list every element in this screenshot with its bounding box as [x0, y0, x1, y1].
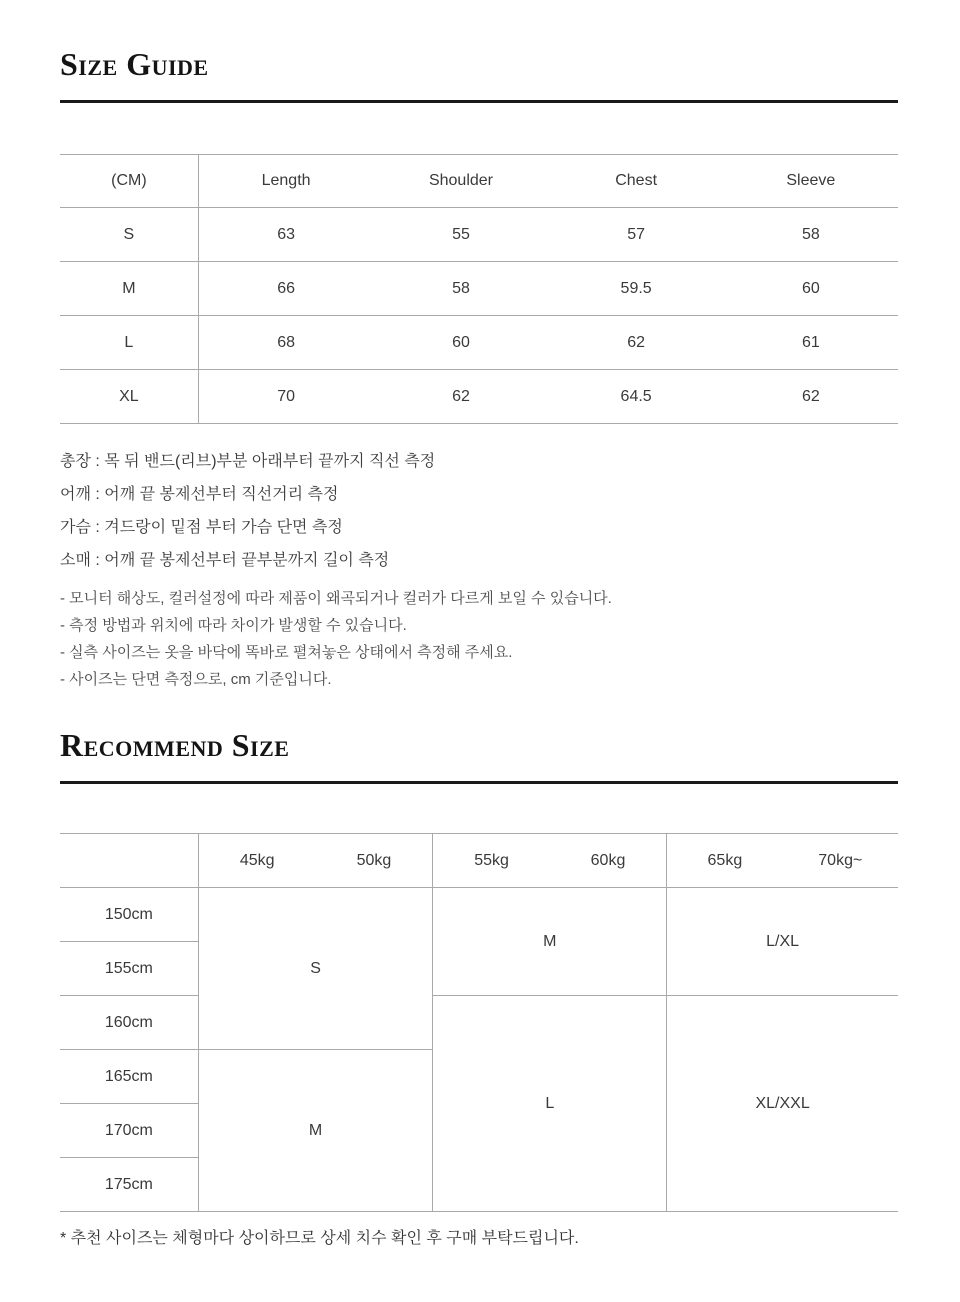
- size-label-cell: S: [60, 208, 198, 262]
- weight-label: 50kg: [356, 851, 392, 869]
- empty-corner-cell: [60, 834, 198, 888]
- column-header-length: Length: [198, 155, 373, 208]
- recommend-size-title: Recommend Size: [60, 727, 290, 763]
- value-cell: 60: [373, 316, 548, 370]
- note-line: - 사이즈는 단면 측정으로, cm 기준입니다.: [60, 671, 332, 688]
- value-cell: 64.5: [549, 370, 724, 424]
- weight-pair: [667, 852, 898, 870]
- height-row-160: [60, 996, 898, 1050]
- table-row: [60, 370, 898, 424]
- recommended-size-cell: XL/XXL: [667, 996, 898, 1212]
- value-cell: 58: [724, 208, 898, 262]
- recommend-header-row: [60, 834, 898, 888]
- recommended-size-cell: M: [198, 1050, 433, 1212]
- weight-label: 60kg: [590, 851, 626, 869]
- value-cell: 58: [373, 262, 548, 316]
- measurement-guide: [60, 445, 898, 577]
- value-cell: 63: [198, 208, 373, 262]
- height-label: 165cm: [60, 1050, 198, 1104]
- weight-label: 65kg: [707, 851, 743, 869]
- measure-line-chest: 가슴 : 겨드랑이 밑점 부터 가슴 단면 측정: [60, 519, 343, 536]
- size-label-cell: L: [60, 316, 198, 370]
- weight-header-55-60: [433, 834, 667, 888]
- column-header-chest: Chest: [549, 155, 724, 208]
- recommended-size-cell: S: [198, 888, 433, 1050]
- height-label: 175cm: [60, 1158, 198, 1212]
- size-label-cell: XL: [60, 370, 198, 424]
- recommended-size-cell: M: [433, 888, 667, 996]
- value-cell: 66: [198, 262, 373, 316]
- size-notes: [60, 585, 898, 693]
- value-cell: 62: [373, 370, 548, 424]
- note-line: - 측정 방법과 위치에 따라 차이가 발생할 수 있습니다.: [60, 617, 407, 634]
- table-row: [60, 316, 898, 370]
- unit-header-cell: (CM): [60, 155, 198, 208]
- recommend-size-divider: [60, 781, 898, 784]
- column-header-shoulder: Shoulder: [373, 155, 548, 208]
- weight-pair: [433, 852, 666, 870]
- note-line: - 모니터 해상도, 컬러설정에 따라 제품이 왜곡되거나 컬러가 다르게 보일 수 있습니다.: [60, 590, 612, 607]
- size-chart-header-row: [60, 155, 898, 208]
- weight-label: 70kg~: [818, 851, 863, 869]
- weight-header-65-70: [667, 834, 898, 888]
- size-guide-divider: [60, 100, 898, 103]
- recommended-size-cell: L: [433, 996, 667, 1212]
- recommended-size-cell: L/XL: [667, 888, 898, 996]
- weight-pair: [199, 852, 433, 870]
- weight-header-45-50: [198, 834, 433, 888]
- value-cell: 62: [724, 370, 898, 424]
- recommend-footnote: * 추천 사이즈는 체형마다 상이하므로 상세 치수 확인 후 구매 부탁드립니다.: [60, 1230, 579, 1247]
- recommend-size-table: [60, 833, 898, 1212]
- table-row: [60, 208, 898, 262]
- measure-line-chongjang: 총장 : 목 뒤 밴드(리브)부분 아래부터 끝까지 직선 측정: [60, 453, 436, 470]
- height-label: 170cm: [60, 1104, 198, 1158]
- measure-line-shoulder: 어깨 : 어깨 끝 봉제선부터 직선거리 측정: [60, 486, 339, 503]
- value-cell: 68: [198, 316, 373, 370]
- value-cell: 59.5: [549, 262, 724, 316]
- note-line: - 실측 사이즈는 옷을 바닥에 똑바로 펼쳐놓은 상태에서 측정해 주세요.: [60, 644, 513, 661]
- value-cell: 62: [549, 316, 724, 370]
- value-cell: 57: [549, 208, 724, 262]
- size-label-cell: M: [60, 262, 198, 316]
- value-cell: 60: [724, 262, 898, 316]
- size-guide-title: Size Guide: [60, 46, 209, 82]
- table-row: [60, 262, 898, 316]
- column-header-sleeve: Sleeve: [724, 155, 898, 208]
- measure-line-sleeve: 소매 : 어깨 끝 봉제선부터 끝부분까지 길이 측정: [60, 552, 390, 569]
- height-row-150: [60, 888, 898, 942]
- size-chart-table: [60, 154, 898, 424]
- value-cell: 61: [724, 316, 898, 370]
- height-label: 150cm: [60, 888, 198, 942]
- weight-label: 55kg: [474, 851, 509, 869]
- weight-label: 45kg: [239, 851, 275, 869]
- value-cell: 70: [198, 370, 373, 424]
- height-label: 160cm: [60, 996, 198, 1050]
- value-cell: 55: [373, 208, 548, 262]
- height-label: 155cm: [60, 942, 198, 996]
